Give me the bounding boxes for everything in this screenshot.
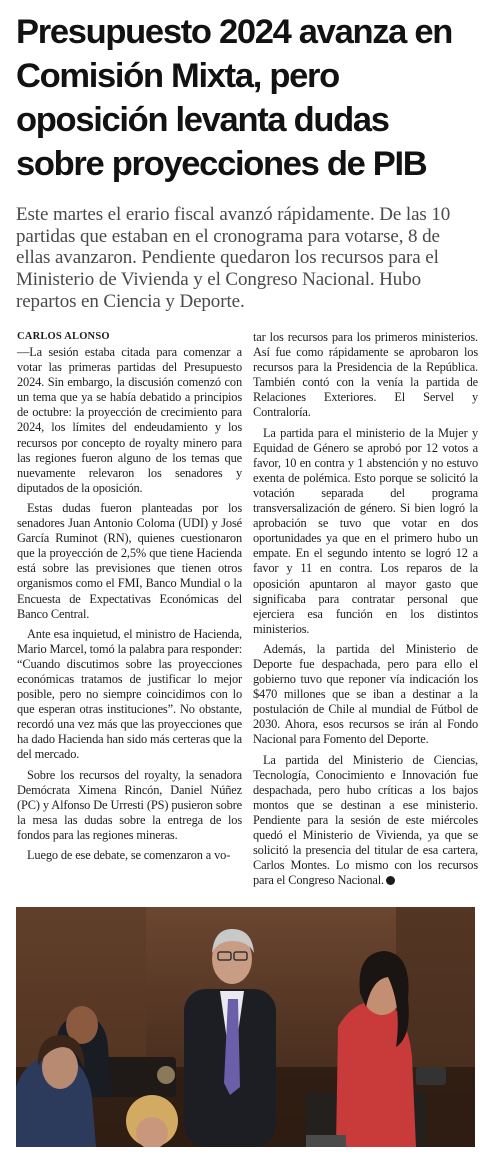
article-photo	[16, 907, 475, 1147]
body-paragraph: —La sesión estaba citada para comenzar a votar las primeras partidas del Presupuesto 2024. Sin embargo, la discusión comenzó con un tema que ya se había debatido a principios de octubre: la proyección de crecimiento para 2024, los límites del endeudamiento y los recursos por concepto de royalty minero para las regiones fueron alguno de los temas que nuevamente relevaron los senadores y diputados de la oposición.	[17, 345, 242, 495]
body-paragraph: Sobre los recursos del royalty, la senadora Demócrata Ximena Rincón, Daniel Núñez (PC) y Alfonso De Urresti (PS) pusieron sobre la mesa las dudas sobre la entrega de los fondos para las regiones mineras.	[17, 767, 242, 842]
body-paragraph: Además, la partida del Ministerio de Deporte fue despachada, pero para ello el gobierno tuvo que reponer vía indicación los $470 millones que se iban a destinar a la postulación de Chile al mundial de Fútbol de 2030. Ahora, esos recursos se irán al Fondo Nacional para Fomento del Deporte.	[253, 641, 478, 747]
body-paragraph-text: La partida del Ministerio de Ciencias, Tecnología, Conocimiento e Innovación fue despachada, pero hubo críticas a los bajos montos que se destinan a ese ministerio. Pendiente para la sesión de este miércoles quedó el Ministerio de Vivienda, ya que se solicitó la presencia del titular de esa cartera, Carlos Montes. Lo mismo con los recursos para el Congreso Nacional.	[253, 752, 478, 888]
body-paragraph	[253, 753, 478, 889]
body-paragraph: Estas dudas fueron planteadas por los senadores Juan Antonio Coloma (UDI) y José García Ruminot (RN), quienes cuestionaron que la proyección de 2,5% que tiene Hacienda está sobre las previsiones que tienen otros organismos como el FMI, Banco Mundial o la Encuesta de Expectativas Económicas del Banco Central.	[17, 500, 242, 621]
article-column-left	[17, 330, 242, 868]
body-paragraph: Luego de ese debate, se comenzaron a vo-	[27, 848, 231, 862]
lede: Este martes el erario fiscal avanzó rápidamente. De las 10 partidas que estaban en el cronograma para votarse, 8 de ellas avanzaron. Pendiente quedaron los recursos para el Ministerio de Vivienda y el Congreso Nacional. Hubo repartos en Ciencia y Deporte.	[16, 204, 451, 312]
body-paragraph: La partida para el ministerio de la Mujer y Equidad de Género se aprobó por 12 votos a favor, 10 en contra y 1 abstención y no estuvo exenta de polémica. Esto porque se solicitó la votación separada del programa transversalización de género. Si bien logró la aprobación se tuvo que votar en dos oportunidades ya que en el primero hubo un empate. En el segundo intento se logró 12 a favor y 11 en contra. Los reparos de la oposición apuntaron al mayor gasto que significaba para contratar personal que ejerciera esa función en los distintos ministerios.	[253, 425, 478, 636]
body-paragraph: Ante esa inquietud, el ministro de Hacienda, Mario Marcel, tomó la palabra para responder: “Cuando discutimos sobre las proyecciones económicas tratamos de justificar lo mejor posible, pero no siempre coincidimos con lo que esperan otras instituciones”. No obstante, recordó una vez más que las proyecciones que ha dado Hacienda han sido más certeras que la del mercado.	[17, 626, 242, 762]
headline: Presupuesto 2024 avanza en Comisión Mixta, pero oposición levanta dudas sobre proyecciones de PIB	[16, 13, 453, 183]
end-of-article-icon	[386, 876, 395, 885]
article-column-right	[253, 330, 478, 893]
byline: CARLOS ALONSO	[17, 331, 110, 342]
body-paragraph: tar los recursos para los primeros ministerios. Así fue como rápidamente se aprobaron los recursos para la Presidencia de la República. También contó con la venía la partida de Relaciones Exteriores. El Servel y Contraloría.	[253, 330, 478, 420]
